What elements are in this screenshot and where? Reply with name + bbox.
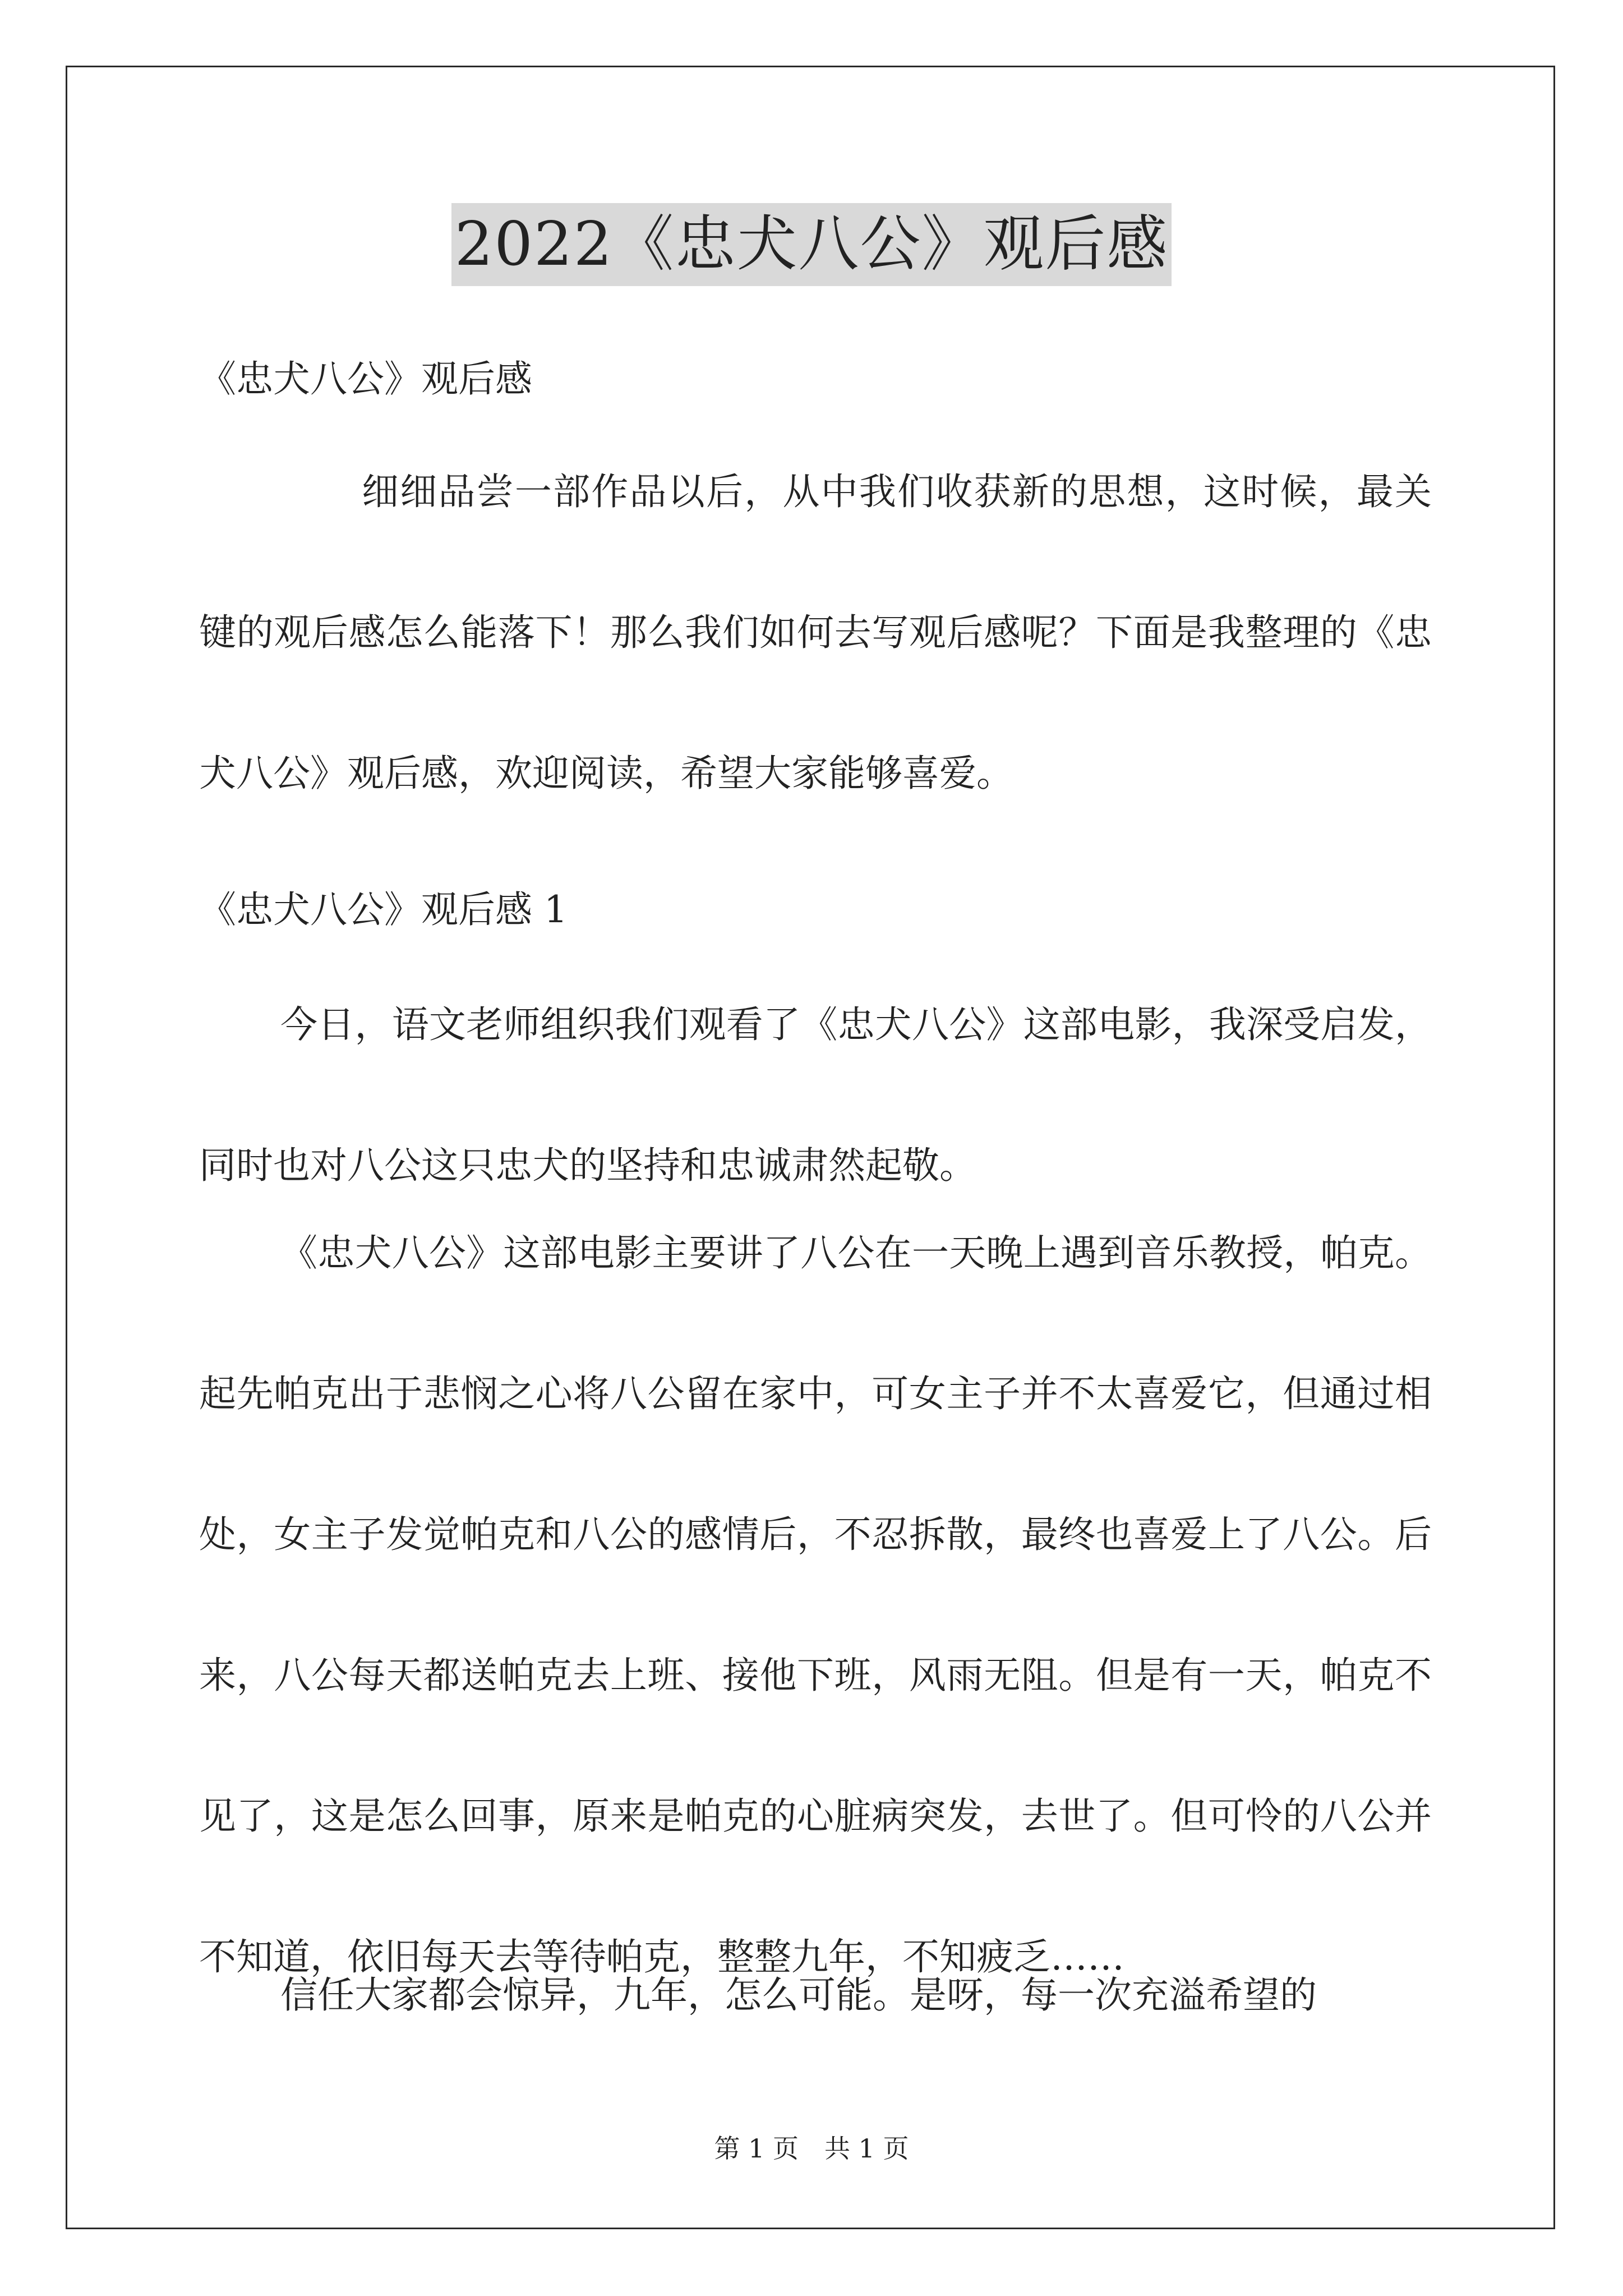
body-paragraph-2: 《忠犬八公》这部电影主要讲了八公在一天晚上遇到音乐教授，帕克。起先帕克出于悲悯之心将八公留在家中，可女主子并不太喜爱它，但通过相处，女主子发觉帕克和八公的感情后，不忍拆散，最终也喜爱上了八公。后来，八公每天都送帕克去上班、接他下班，风雨无阻。但是有一天，帕克不见了，这是怎么回事，原来是帕克的心脏病突发，去世了。但可怜的八公并不知道，依旧每天去等待帕克，整整九年，不知疲乏……	[199, 1231, 1432, 1978]
document-title: 2022《忠犬八公》观后感	[451, 203, 1172, 286]
body-paragraph-1: 今日，语文老师组织我们观看了《忠犬八公》这部电影，我深受启发，同时也对八公这只忠犬的坚持和忠诚肃然起敬。	[199, 1003, 1432, 1187]
body-paragraph-3: 信任大家都会惊异，九年，怎么可能。是呀，每一次充溢希望的	[280, 1973, 1317, 2017]
intro-paragraph: 细细品尝一部作品以后，从中我们收获新的思想，这时候，最关键的观后感怎么能落下！那么我们如何去写观后感呢？下面是我整理的《忠犬八公》观后感，欢迎阅读，希望大家能够喜爱。	[199, 470, 1432, 795]
document-subtitle: 《忠犬八公》观后感	[199, 357, 532, 401]
section-heading: 《忠犬八公》观后感 1	[199, 888, 568, 931]
page-footer: 第 1 页 共 1 页	[714, 2133, 909, 2164]
title-wrap	[0, 203, 1623, 286]
